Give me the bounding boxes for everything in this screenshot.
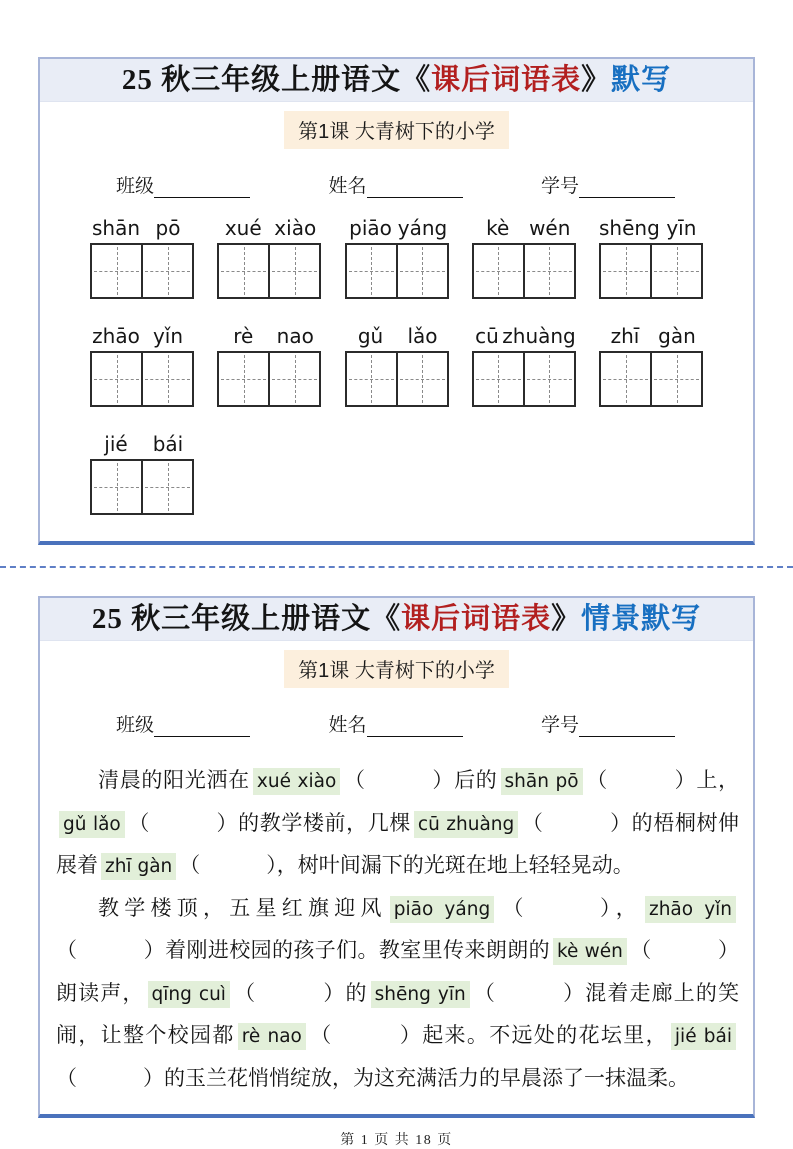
- word-pinyin-label: [472, 324, 576, 348]
- writing-cell: [650, 245, 701, 297]
- pinyin-syllable: piāo: [349, 216, 392, 240]
- word-grid-section: [40, 198, 753, 515]
- answer-blank: [179, 853, 277, 877]
- pinyin-syllable: kè: [486, 216, 510, 240]
- writing-cell: [347, 353, 396, 405]
- writing-cell: [396, 353, 447, 405]
- writing-grid: [599, 243, 703, 299]
- paragraph-text: 的教学楼前，几棵: [238, 810, 411, 835]
- contextual-dictation-panel: [38, 596, 755, 1118]
- writing-cell: [141, 245, 192, 297]
- pinyin-highlight: rè nao: [238, 1023, 306, 1050]
- word-pinyin-label: [217, 324, 321, 348]
- writing-cell: [268, 353, 319, 405]
- pinyin-highlight: xué xiào: [253, 768, 340, 795]
- paragraph-text: 教学楼顶，五星红旗迎风: [98, 895, 387, 920]
- paragraph-text: 朗读声，: [56, 980, 145, 1005]
- writing-grid: [345, 351, 449, 407]
- answer-blank: [473, 981, 586, 1005]
- panel-bottom-spacer: [40, 515, 753, 541]
- writing-cell: [92, 353, 141, 405]
- paragraph-text: ，树叶间漏下的光斑在地上轻轻晃动。: [276, 853, 634, 877]
- title-suffix: 情景默写: [581, 603, 702, 635]
- dictation-panel: [38, 57, 755, 545]
- student-number-field-underline: [579, 178, 675, 198]
- writing-grid: [472, 351, 576, 407]
- writing-cell: [92, 461, 141, 513]
- writing-cell: [601, 353, 650, 405]
- title-suffix: 默写: [611, 64, 672, 96]
- writing-grid: [345, 243, 449, 299]
- writing-cell: [92, 245, 141, 297]
- paragraph-text: ，: [615, 895, 642, 920]
- pinyin-syllable: shēng: [599, 216, 660, 240]
- title-prefix: 25 秋三年级上册语文: [121, 64, 402, 96]
- name-field: [328, 709, 462, 737]
- answer-blank: [56, 1066, 164, 1090]
- pinyin-highlight: shēng yīn: [371, 981, 470, 1008]
- blank-close-paren: ）: [594, 895, 616, 920]
- blank-open-paren: （: [472, 980, 496, 1005]
- writing-grid: [90, 459, 194, 515]
- student-number-field: [541, 170, 675, 198]
- page-footer: 第 1 页 共 18 页: [340, 1133, 453, 1148]
- paragraph: [56, 888, 739, 1099]
- student-info-row: [40, 709, 753, 737]
- pinyin-syllable: zhāo: [92, 324, 140, 348]
- blank-open-paren: （: [497, 895, 529, 920]
- writing-cell: [268, 245, 319, 297]
- writing-cell: [141, 461, 192, 513]
- writing-cell: [347, 245, 396, 297]
- title-book-name: 课后词语表: [401, 603, 552, 635]
- writing-cell: [219, 353, 268, 405]
- blank-open-paren: （: [629, 938, 652, 962]
- class-field: [116, 709, 250, 737]
- blank-open-paren: （: [343, 768, 366, 792]
- blank-close-paren: ）: [215, 810, 239, 835]
- writing-grid: [90, 351, 194, 407]
- word-grid-group: [472, 324, 576, 407]
- pinyin-syllable: yīn: [666, 216, 697, 240]
- answer-blank: [586, 768, 697, 792]
- student-number-field-label: 学号: [540, 176, 579, 197]
- pinyin-syllable: zhuàng: [502, 324, 576, 348]
- paragraph-text: 的: [345, 980, 368, 1005]
- writing-grid: [217, 351, 321, 407]
- word-pinyin-label: [90, 216, 194, 240]
- word-grid-group: [345, 324, 449, 407]
- lesson-row: [40, 111, 753, 149]
- class-field-underline: [154, 717, 250, 737]
- dictation-panel-title: [40, 59, 753, 102]
- pinyin-syllable: xué: [224, 216, 262, 240]
- blank-close-paren: ）: [322, 980, 346, 1005]
- blank-open-paren: （: [232, 980, 257, 1005]
- name-field-underline: [367, 178, 463, 198]
- blank-open-paren: （: [585, 768, 608, 792]
- writing-cell: [474, 353, 523, 405]
- blank-open-paren: （: [308, 1023, 333, 1047]
- blank-close-paren: ）: [143, 938, 166, 962]
- blank-open-paren: （: [179, 853, 201, 877]
- answer-blank: [343, 768, 454, 792]
- pinyin-syllable: xiào: [274, 216, 317, 240]
- title-book-name: 课后词语表: [431, 64, 582, 96]
- writing-cell: [396, 245, 447, 297]
- writing-grid: [599, 351, 703, 407]
- writing-cell: [650, 353, 701, 405]
- paragraph-text: 着刚进校园的孩子们。教室里传来朗朗的: [165, 938, 550, 962]
- paragraph: [56, 760, 739, 888]
- pinyin-syllable: jié: [104, 432, 128, 456]
- contextual-panel-title: [40, 598, 753, 641]
- answer-blank: [630, 938, 739, 962]
- dashed-separator: [0, 566, 793, 568]
- word-grid-group: [599, 216, 703, 299]
- word-pinyin-label: [345, 324, 449, 348]
- answer-blank: [233, 981, 346, 1005]
- pinyin-syllable: shān: [91, 216, 141, 240]
- pinyin-syllable: nao: [276, 324, 314, 348]
- class-field-underline: [154, 178, 250, 198]
- answer-blank: [56, 938, 165, 962]
- writing-grid: [472, 243, 576, 299]
- lesson-badge: 第1课 大青树下的小学: [284, 650, 509, 688]
- blank-close-paren: ）: [431, 768, 455, 792]
- student-info-row: [40, 170, 753, 198]
- class-field-label: 班级: [116, 176, 155, 197]
- answer-blank: [309, 1023, 422, 1047]
- name-field: [328, 170, 462, 198]
- class-field-label: 班级: [116, 715, 155, 736]
- word-pinyin-label: [599, 324, 703, 348]
- writing-grid: [217, 243, 321, 299]
- pinyin-syllable: lǎo: [407, 324, 438, 348]
- writing-cell: [219, 245, 268, 297]
- writing-cell: [523, 245, 574, 297]
- word-pinyin-label: [90, 432, 194, 456]
- writing-cell: [523, 353, 574, 405]
- paragraph-text: 清晨的阳光洒在: [98, 768, 250, 792]
- word-grid-group: [217, 216, 321, 299]
- title-bracket-close: 》: [581, 64, 612, 96]
- word-grid-group: [90, 324, 194, 407]
- paragraph-section: [40, 737, 753, 1114]
- pinyin-highlight: cū zhuàng: [414, 811, 518, 838]
- pinyin-syllable: pō: [155, 216, 181, 240]
- answer-blank: [128, 811, 238, 835]
- blank-close-paren: ）: [398, 1023, 423, 1047]
- title-bracket-close: 》: [551, 603, 582, 635]
- word-pinyin-label: [345, 216, 449, 240]
- paragraph-text: 的玉兰花悄悄绽放，为这充满活力的早晨添了一抹温柔。: [164, 1065, 689, 1090]
- pinyin-syllable: yǐn: [152, 324, 184, 348]
- student-number-field-underline: [579, 717, 675, 737]
- word-grid-group: [90, 432, 194, 515]
- word-pinyin-label: [599, 216, 703, 240]
- pinyin-highlight: kè wén: [553, 938, 627, 965]
- class-field: [116, 170, 250, 198]
- pinyin-syllable: gàn: [658, 324, 696, 348]
- writing-grid: [90, 243, 194, 299]
- word-grid-group: [90, 216, 194, 299]
- blank-open-paren: （: [56, 938, 78, 962]
- pinyin-syllable: rè: [233, 324, 254, 348]
- word-grid-group: [599, 324, 703, 407]
- blank-open-paren: （: [521, 810, 544, 835]
- student-number-field: [541, 709, 675, 737]
- student-number-field-label: 学号: [540, 715, 579, 736]
- blank-close-paren: ）: [561, 980, 586, 1005]
- writing-cell: [601, 245, 650, 297]
- pinyin-highlight: zhī gàn: [101, 853, 176, 880]
- word-grid-group: [472, 216, 576, 299]
- pinyin-syllable: zhī: [610, 324, 640, 348]
- blank-open-paren: （: [56, 1065, 77, 1090]
- name-field-label: 姓名: [328, 176, 367, 197]
- pinyin-syllable: gǔ: [357, 324, 384, 348]
- blank-open-paren: （: [127, 810, 150, 835]
- word-grid-group: [345, 216, 449, 299]
- pinyin-syllable: yáng: [397, 216, 448, 240]
- pinyin-highlight: piāo yáng: [390, 896, 494, 923]
- answer-blank: [497, 896, 616, 920]
- writing-cell: [474, 245, 523, 297]
- pinyin-highlight: jié bái: [671, 1023, 736, 1050]
- name-field-underline: [367, 717, 463, 737]
- writing-cell: [141, 353, 192, 405]
- blank-close-paren: ）: [266, 853, 277, 877]
- pinyin-syllable: bái: [152, 432, 184, 456]
- answer-blank: [521, 811, 631, 835]
- paragraph-text: 的梧桐树伸展着: [56, 810, 740, 877]
- title-bracket-open: 《: [401, 64, 432, 96]
- lesson-row: [40, 650, 753, 688]
- pinyin-syllable: wén: [529, 216, 571, 240]
- lesson-badge: 第1课 大青树下的小学: [284, 111, 509, 149]
- word-pinyin-label: [217, 216, 321, 240]
- word-pinyin-label: [90, 324, 194, 348]
- paragraph-text: 混着走廊上的笑闹，让整个校园都: [56, 980, 740, 1047]
- word-pinyin-label: [472, 216, 576, 240]
- pinyin-highlight: qīng cuì: [148, 981, 230, 1008]
- pinyin-highlight: shān pō: [501, 768, 583, 795]
- title-prefix: 25 秋三年级上册语文: [91, 603, 372, 635]
- blank-close-paren: ）: [143, 1065, 164, 1090]
- name-field-label: 姓名: [328, 715, 367, 736]
- blank-close-paren: ）: [717, 938, 740, 962]
- blank-close-paren: ）: [673, 768, 697, 792]
- blank-close-paren: ）: [609, 810, 632, 835]
- paragraph-text: 上，: [696, 768, 740, 792]
- pinyin-highlight: gǔ lǎo: [59, 811, 125, 838]
- pinyin-syllable: cū: [475, 324, 499, 348]
- paragraph-text: 起来。不远处的花坛里，: [422, 1023, 668, 1047]
- paragraph-text: 后的: [454, 768, 498, 792]
- word-grid-group: [217, 324, 321, 407]
- title-bracket-open: 《: [371, 603, 402, 635]
- pinyin-highlight: zhāo yǐn: [645, 896, 736, 923]
